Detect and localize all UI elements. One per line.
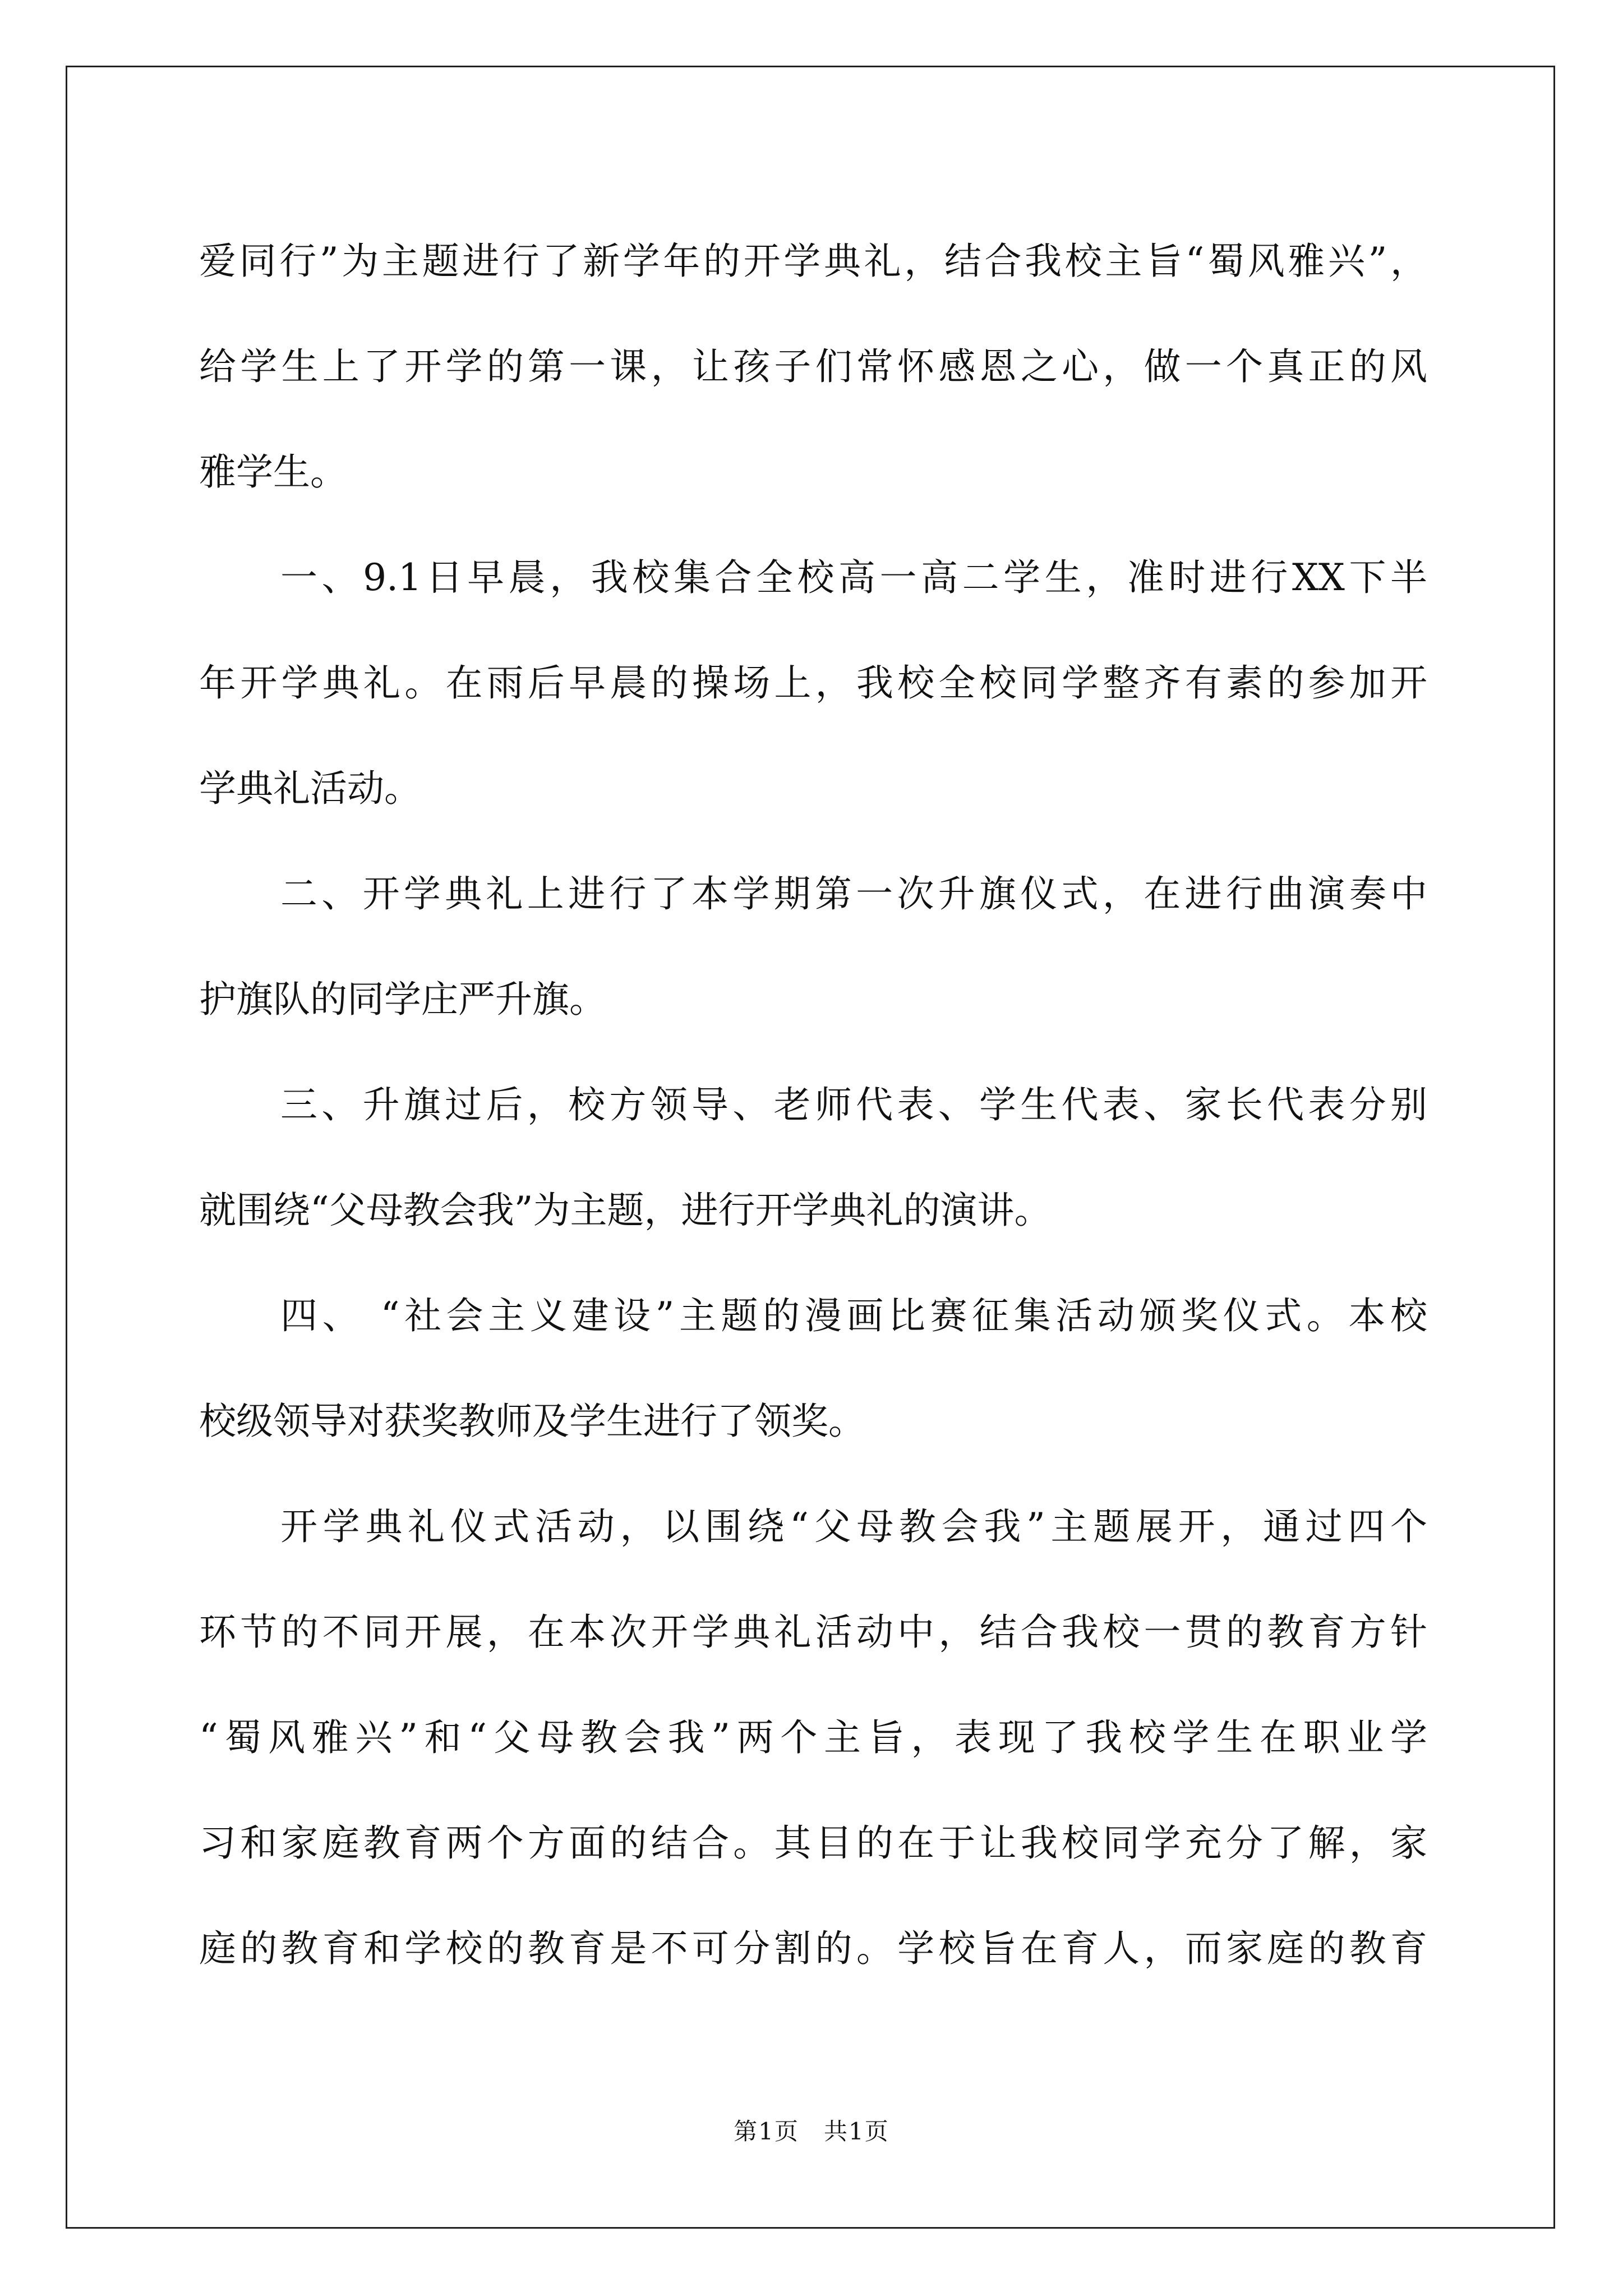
- text-line: 二、开学典礼上进行了本学期第一次升旗仪式，在进行曲演奏中: [280, 872, 1427, 915]
- text-line: 爱同行”为主题进行了新学年的开学典礼，结合我校主旨“蜀风雅兴”，: [199, 240, 1427, 283]
- text-line: 雅学生。: [199, 450, 347, 494]
- text-line: 环节的不同开展，在本次开学典礼活动中，结合我校一贯的教育方针: [199, 1611, 1427, 1654]
- document-body: [199, 209, 1427, 2001]
- text-line: 四、 “社会主义建设”主题的漫画比赛征集活动颁奖仪式。本校: [280, 1294, 1427, 1337]
- text-line: “蜀风雅兴”和“父母教会我”两个主旨，表现了我校学生在职业学: [199, 1716, 1427, 1759]
- text-line: 学典礼活动。: [199, 767, 421, 810]
- text-line: 习和家庭教育两个方面的结合。其目的在于让我校同学充分了解，家: [199, 1821, 1427, 1865]
- text-line: 给学生上了开学的第一课，让孩子们常怀感恩之心，做一个真正的风: [199, 345, 1427, 388]
- text-line: 一、9.1日早晨，我校集合全校高一高二学生，准时进行XX下半: [280, 556, 1427, 599]
- text-line: 护旗队的同学庄严升旗。: [199, 978, 606, 1021]
- text-line: 校级领导对获奖教师及学生进行了领奖。: [199, 1400, 865, 1443]
- page-footer: 第1页 共1页: [734, 2118, 889, 2145]
- text-line: 就围绕“父母教会我”为主题，进行开学典礼的演讲。: [199, 1189, 1052, 1232]
- text-line: 庭的教育和学校的教育是不可分割的。学校旨在育人，而家庭的教育: [199, 1927, 1427, 1970]
- text-line: 开学典礼仪式活动，以围绕“父母教会我”主题展开，通过四个: [280, 1505, 1427, 1548]
- text-line: 年开学典礼。在雨后早晨的操场上，我校全校同学整齐有素的参加开: [199, 661, 1427, 705]
- text-line: 三、升旗过后，校方领导、老师代表、学生代表、家长代表分别: [280, 1083, 1427, 1126]
